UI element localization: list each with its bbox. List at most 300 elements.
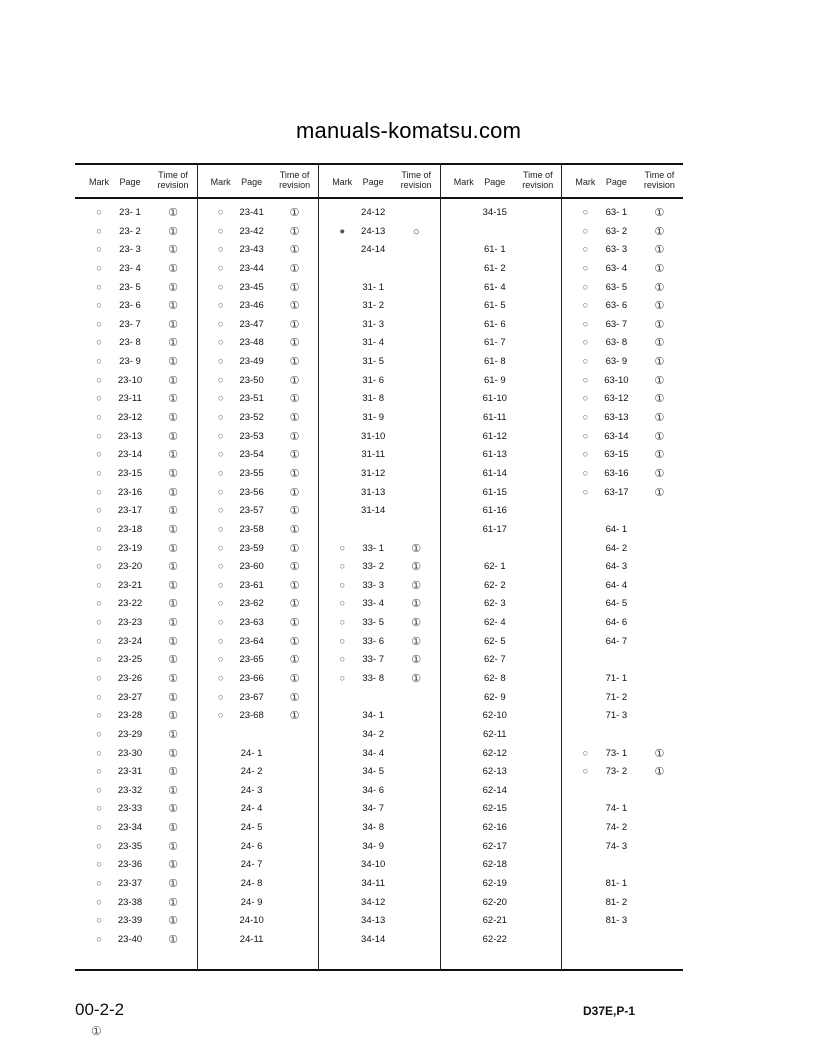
page-cell: 23- 9 <box>119 356 141 368</box>
revision-cell: ① <box>168 859 178 872</box>
header-time: Time of revision <box>400 170 432 190</box>
page-cell: 61- 9 <box>483 374 506 386</box>
revision-cell: ① <box>654 225 665 238</box>
page-cell: 63- 7 <box>605 318 628 330</box>
revision-cell: ① <box>168 523 178 536</box>
header-mark: Mark <box>332 177 353 187</box>
page-cell: 61-17 <box>482 523 507 535</box>
page-cell: 23-48 <box>239 337 264 349</box>
revision-cell: ① <box>411 561 422 574</box>
mark-cell: ○ <box>217 430 224 442</box>
mark-cell: ○ <box>339 635 346 647</box>
page-cell: 62-22 <box>482 933 507 945</box>
table-bottom-rule <box>75 969 683 971</box>
page-cell: 24- 3 <box>240 784 263 796</box>
page-cell: 31-12 <box>361 467 386 479</box>
revision-cell: ① <box>168 691 178 704</box>
page-cell: 23-67 <box>239 691 264 703</box>
page-cell: 23-60 <box>239 561 264 573</box>
page-cell: 23-61 <box>239 579 264 591</box>
page-cell: 23-53 <box>239 430 264 442</box>
page-cell: 64- 5 <box>605 598 628 610</box>
mark-cell: ○ <box>96 747 102 759</box>
page-cell: 24- 9 <box>240 896 263 908</box>
header-mark: Mark <box>89 177 109 187</box>
mark-cell: ○ <box>96 822 102 834</box>
page-cell: 63-16 <box>604 467 629 479</box>
header-page: Page <box>605 177 627 187</box>
mark-cell: ○ <box>217 598 224 610</box>
page-cell: 63-13 <box>604 412 629 424</box>
mark-cell: ○ <box>96 523 102 535</box>
page-cell: 63-15 <box>604 449 629 461</box>
revision-cell: ① <box>168 710 178 723</box>
page-cell: 62-10 <box>482 710 507 722</box>
revision-cell: ① <box>168 262 178 275</box>
page-cell: 62-11 <box>483 728 507 740</box>
page-cell: 23- 7 <box>119 318 141 330</box>
page-cell: 62- 4 <box>483 617 506 629</box>
mark-cell: ○ <box>217 393 224 405</box>
page-cell: 23-30 <box>117 747 143 759</box>
page-cell: 23-63 <box>239 617 264 629</box>
page-cell: 24- 2 <box>240 766 263 778</box>
page-cell: 23-52 <box>239 412 264 424</box>
page-cell: 34-11 <box>361 878 385 890</box>
page-cell: 61-14 <box>482 467 507 479</box>
page-cell: 62- 7 <box>483 654 506 666</box>
revision-cell: ① <box>654 486 665 499</box>
mark-cell: ○ <box>217 281 224 293</box>
page-cell: 23-21 <box>117 579 143 591</box>
revision-cell: ① <box>168 728 178 741</box>
revision-cell: ① <box>168 822 178 835</box>
page-cell: 23-68 <box>239 710 264 722</box>
page-cell: 33- 7 <box>362 654 385 666</box>
mark-cell: ○ <box>96 262 102 274</box>
mark-cell: ○ <box>582 393 589 405</box>
revision-cell: ① <box>289 412 300 425</box>
page-cell: 63- 5 <box>605 281 628 293</box>
mark-cell: ○ <box>96 467 102 479</box>
page-cell: 63- 9 <box>605 356 628 368</box>
revision-cell: ① <box>289 244 300 257</box>
mark-cell: ○ <box>339 598 346 610</box>
page-cell: 23-35 <box>117 840 143 852</box>
page-cell: 31- 4 <box>362 337 385 349</box>
header-time: Time of revision <box>643 170 675 190</box>
page-cell: 24-12 <box>361 207 386 218</box>
mark-cell: ○ <box>217 225 224 237</box>
page-cell: 34- 2 <box>362 728 385 740</box>
page-cell: 61-12 <box>482 430 507 442</box>
page-cell: 62-18 <box>482 859 507 871</box>
page-cell: 61-11 <box>483 412 507 424</box>
page-cell: 34- 5 <box>362 766 385 778</box>
page-cell: 23-51 <box>239 393 264 405</box>
revision-cell: ① <box>168 449 178 462</box>
page-cell: 81- 1 <box>605 878 628 890</box>
mark-cell: ○ <box>582 225 589 237</box>
page-cell: 61-13 <box>482 449 507 461</box>
header-time: Time of revision <box>157 170 189 190</box>
page-cell: 31- 9 <box>362 412 385 424</box>
page-cell: 23-58 <box>239 523 264 535</box>
revision-cell: ① <box>168 784 178 797</box>
mark-cell: ○ <box>217 710 224 722</box>
header-page: Page <box>119 177 141 187</box>
page-cell: 34- 1 <box>362 710 385 722</box>
revision-cell: ① <box>654 393 665 406</box>
mark-cell: ○ <box>217 654 224 666</box>
revision-cell: ① <box>289 467 300 480</box>
page-cell: 61- 1 <box>483 244 506 256</box>
page-cell: 23-49 <box>239 356 264 368</box>
page-cell: 23- 2 <box>119 225 141 237</box>
mark-cell: ○ <box>582 318 589 330</box>
page-cell: 24- 6 <box>240 840 263 852</box>
mark-cell: ○ <box>96 673 102 684</box>
mark-cell: ● <box>339 225 346 237</box>
page-cell: 62-20 <box>482 896 507 908</box>
page-cell: 63- 8 <box>605 337 628 349</box>
mark-cell: ○ <box>582 300 589 312</box>
mark-cell: ○ <box>217 262 224 274</box>
revision-cell: ① <box>168 635 178 648</box>
page-cell: 23-56 <box>239 486 264 498</box>
revision-cell: ① <box>168 840 178 853</box>
page-cell: 23- 4 <box>119 262 141 274</box>
page-cell: 63-17 <box>604 486 629 498</box>
mark-cell: ○ <box>217 542 224 554</box>
header-mark: Mark <box>210 177 231 187</box>
revision-cell: ① <box>168 318 178 331</box>
page-cell: 64- 4 <box>605 579 628 591</box>
mark-cell: ○ <box>339 542 346 554</box>
page-cell: 24- 8 <box>240 878 263 890</box>
page-cell: 31-11 <box>361 449 385 461</box>
mark-cell: ○ <box>582 467 589 479</box>
mark-cell: ○ <box>217 356 224 368</box>
mark-cell: ○ <box>217 412 224 424</box>
page-cell: 23-34 <box>117 822 143 834</box>
page-cell: 62-13 <box>482 766 507 778</box>
page-cell: 23-66 <box>239 673 264 684</box>
page-cell: 62-21 <box>482 915 507 927</box>
page-cell: 23-28 <box>117 710 143 722</box>
revision-cell: ① <box>654 430 665 443</box>
mark-cell: ○ <box>217 579 224 591</box>
page-cell: 63-12 <box>604 393 629 405</box>
header-bottom-rule <box>75 197 683 199</box>
page-cell: 23-42 <box>239 225 264 237</box>
page-cell: 63- 2 <box>605 225 628 237</box>
page-cell: 23-44 <box>239 262 264 274</box>
page-cell: 23-54 <box>239 449 264 461</box>
mark-cell: ○ <box>96 430 102 442</box>
header-page: Page <box>362 177 384 187</box>
page-cell: 23- 5 <box>119 281 141 293</box>
mark-cell: ○ <box>582 337 589 349</box>
header-mark: Mark <box>575 177 596 187</box>
page-cell: 63- 1 <box>605 207 628 218</box>
revision-cell: ① <box>168 915 178 928</box>
page-cell: 62-14 <box>482 784 507 796</box>
page-cell: 34- 9 <box>362 840 385 852</box>
mark-cell: ○ <box>96 542 102 554</box>
revision-cell: ① <box>289 523 300 536</box>
page-cell: 33- 2 <box>362 561 385 573</box>
revision-cell: ① <box>411 598 422 611</box>
revision-cell: ① <box>654 467 665 480</box>
mark-cell: ○ <box>217 300 224 312</box>
revision-cell: ① <box>168 561 178 574</box>
revision-cell: ① <box>289 635 300 648</box>
page-cell: 23-50 <box>239 374 264 386</box>
mark-cell: ○ <box>96 356 102 368</box>
revision-cell: ① <box>168 337 178 350</box>
mark-cell: ○ <box>96 281 102 293</box>
page-cell: 63- 4 <box>605 262 628 274</box>
page-cell: 23-64 <box>239 635 264 647</box>
page-cell: 23-33 <box>117 803 143 815</box>
page-cell: 61- 5 <box>483 300 506 312</box>
header-time: Time of revision <box>522 170 554 190</box>
revision-cell: ① <box>168 412 178 425</box>
page-cell: 23-46 <box>239 300 264 312</box>
page-cell: 71- 1 <box>605 673 628 684</box>
revision-cell: ① <box>654 412 665 425</box>
revision-cell: ① <box>168 747 178 760</box>
page-cell: 23-25 <box>117 654 143 666</box>
mark-cell: ○ <box>582 374 589 386</box>
page-cell: 63- 3 <box>605 244 628 256</box>
mark-cell: ○ <box>217 244 224 256</box>
page-cell: 23-57 <box>239 505 264 517</box>
mark-cell: ○ <box>582 449 589 461</box>
revision-cell: ① <box>289 374 300 387</box>
revision-cell: ① <box>168 225 178 238</box>
page-cell: 73- 2 <box>605 766 628 778</box>
revision-cell: ① <box>654 766 665 779</box>
page-cell: 23-55 <box>239 467 264 479</box>
page-cell: 34-10 <box>361 859 386 871</box>
page-cell: 23-65 <box>239 654 264 666</box>
page-cell: 23-17 <box>117 505 143 517</box>
page-cell: 74- 3 <box>605 840 628 852</box>
page-cell: 63-10 <box>604 374 629 386</box>
page-cell: 23- 1 <box>119 207 141 218</box>
page-cell: 33- 6 <box>362 635 385 647</box>
mark-cell: ○ <box>582 244 589 256</box>
page-cell: 62- 3 <box>483 598 506 610</box>
page-cell: 31- 2 <box>362 300 385 312</box>
page-cell: 33- 8 <box>362 673 385 684</box>
column-group-divider <box>318 163 319 970</box>
page-cell: 62- 5 <box>483 635 506 647</box>
revision-cell: ① <box>654 449 665 462</box>
page-cell: 62- 1 <box>483 561 506 573</box>
revision-cell: ① <box>289 225 300 238</box>
page-cell: 23- 6 <box>119 300 141 312</box>
page-cell: 23-22 <box>117 598 143 610</box>
page-cell: 61-10 <box>482 393 507 405</box>
revision-cell: ① <box>168 281 178 294</box>
mark-cell: ○ <box>582 262 589 274</box>
mark-cell: ○ <box>96 710 102 722</box>
page-cell: 64- 2 <box>605 542 628 554</box>
page-cell: 31-14 <box>361 505 386 517</box>
page-cell: 81- 3 <box>605 915 628 927</box>
page-cell: 23-59 <box>239 542 264 554</box>
model-code: D37E,P-1 <box>583 1004 636 1018</box>
revision-cell: ① <box>168 244 178 257</box>
mark-cell: ○ <box>96 915 102 927</box>
page-cell: 23-47 <box>239 318 264 330</box>
revision-cell: ① <box>289 673 300 685</box>
page-cell: 61- 4 <box>483 281 506 293</box>
column-group-divider <box>440 163 441 970</box>
revision-cell: ① <box>654 337 665 350</box>
mark-cell: ○ <box>582 430 589 442</box>
revision-cell: ① <box>654 262 665 275</box>
page-cell: 62-16 <box>482 822 507 834</box>
revision-cell: ① <box>168 393 178 406</box>
page-cell: 64- 3 <box>605 561 628 573</box>
page-cell: 33- 4 <box>362 598 385 610</box>
page-cell: 24-10 <box>239 915 264 927</box>
revision-cell: ① <box>654 318 665 331</box>
page-cell: 81- 2 <box>605 896 628 908</box>
revision-cell: ① <box>168 803 178 816</box>
revision-cell: ① <box>289 691 300 704</box>
page-cell: 23-41 <box>239 207 264 218</box>
revision-cell: ① <box>168 766 178 779</box>
revision-cell: ① <box>411 654 422 667</box>
revision-cell: ① <box>289 318 300 331</box>
page-cell: 23-23 <box>117 617 143 629</box>
revision-cell: ① <box>168 356 178 369</box>
page-cell: 31- 3 <box>362 318 385 330</box>
revision-cell: ① <box>289 337 300 350</box>
mark-cell: ○ <box>96 691 102 703</box>
page-cell: 64- 6 <box>605 617 628 629</box>
mark-cell: ○ <box>96 859 102 871</box>
mark-cell: ○ <box>96 635 102 647</box>
mark-cell: ○ <box>96 617 102 629</box>
mark-cell: ○ <box>582 486 589 498</box>
page-cell: 23-13 <box>117 430 143 442</box>
page-cell: 34- 8 <box>362 822 385 834</box>
page-cell: 23-32 <box>117 784 143 796</box>
header-time: Time of revision <box>279 170 311 190</box>
page-cell: 31-10 <box>361 430 386 442</box>
page-cell: 23-11 <box>118 393 142 405</box>
revision-cell: ① <box>289 710 300 723</box>
revision-cell: ① <box>289 598 300 611</box>
mark-cell: ○ <box>96 505 102 517</box>
page-cell: 62-17 <box>482 840 507 852</box>
revision-cell: ① <box>411 673 422 685</box>
revision-cell: ① <box>289 542 300 555</box>
page-cell: 34- 6 <box>362 784 385 796</box>
revision-cell: ① <box>654 747 665 760</box>
mark-cell: ○ <box>582 281 589 293</box>
mark-cell: ○ <box>582 747 589 759</box>
page-cell: 33- 3 <box>362 579 385 591</box>
mark-cell: ○ <box>217 561 224 573</box>
mark-cell: ○ <box>217 523 224 535</box>
page-cell: 31- 8 <box>362 393 385 405</box>
mark-cell: ○ <box>96 449 102 461</box>
page-cell: 31- 5 <box>362 356 385 368</box>
page-cell: 23-40 <box>117 933 143 945</box>
mark-cell: ○ <box>96 896 102 908</box>
revision-cell: ① <box>289 281 300 294</box>
revision-cell: ① <box>168 896 178 909</box>
page-cell: 71- 2 <box>605 691 628 703</box>
page-cell: 64- 7 <box>605 635 628 647</box>
mark-cell: ○ <box>96 318 102 330</box>
page-cell: 23-36 <box>117 859 143 871</box>
mark-cell: ○ <box>96 784 102 796</box>
mark-cell: ○ <box>96 878 102 890</box>
page-cell: 23-16 <box>117 486 143 498</box>
mark-cell: ○ <box>217 337 224 349</box>
mark-cell: ○ <box>96 300 102 312</box>
revision-cell: ① <box>289 561 300 574</box>
revision-cell: ① <box>654 300 665 313</box>
page-cell: 23- 3 <box>119 244 141 256</box>
page-cell: 61-16 <box>482 505 507 517</box>
revision-cell: ① <box>168 617 178 630</box>
mark-cell: ○ <box>217 467 224 479</box>
revision-cell: ① <box>654 356 665 369</box>
mark-cell: ○ <box>582 412 589 424</box>
page-cell: 23-26 <box>117 673 143 684</box>
revision-cell: ① <box>168 467 178 480</box>
mark-cell: ○ <box>339 617 346 629</box>
mark-cell: ○ <box>217 207 224 218</box>
page-cell: 23-43 <box>239 244 264 256</box>
mark-cell: ○ <box>96 207 102 218</box>
mark-cell: ○ <box>96 579 102 591</box>
revision-cell: ① <box>168 486 178 499</box>
mark-cell: ○ <box>96 225 102 237</box>
revision-cell: ① <box>168 374 178 387</box>
page-cell: 23-31 <box>117 766 143 778</box>
mark-cell: ○ <box>96 840 102 852</box>
revision-cell: ① <box>168 598 178 611</box>
page-cell: 24- 4 <box>240 803 263 815</box>
mark-cell: ○ <box>96 486 102 498</box>
page-cell: 34-14 <box>361 933 386 945</box>
page-cell: 23-19 <box>117 542 143 554</box>
mark-cell: ○ <box>217 505 224 517</box>
revision-cell: ○ <box>412 225 420 238</box>
page-cell: 24- 1 <box>240 747 263 759</box>
revision-cell: ① <box>168 207 178 219</box>
page-cell: 23-10 <box>117 374 143 386</box>
mark-cell: ○ <box>582 766 589 778</box>
page-cell: 62- 2 <box>483 579 506 591</box>
page-cell: 23-15 <box>117 467 143 479</box>
revision-cell: ① <box>289 654 300 667</box>
revision-cell: ① <box>168 300 178 313</box>
mark-cell: ○ <box>96 337 102 349</box>
revision-cell: ① <box>168 673 178 685</box>
page-cell: 63-14 <box>604 430 629 442</box>
